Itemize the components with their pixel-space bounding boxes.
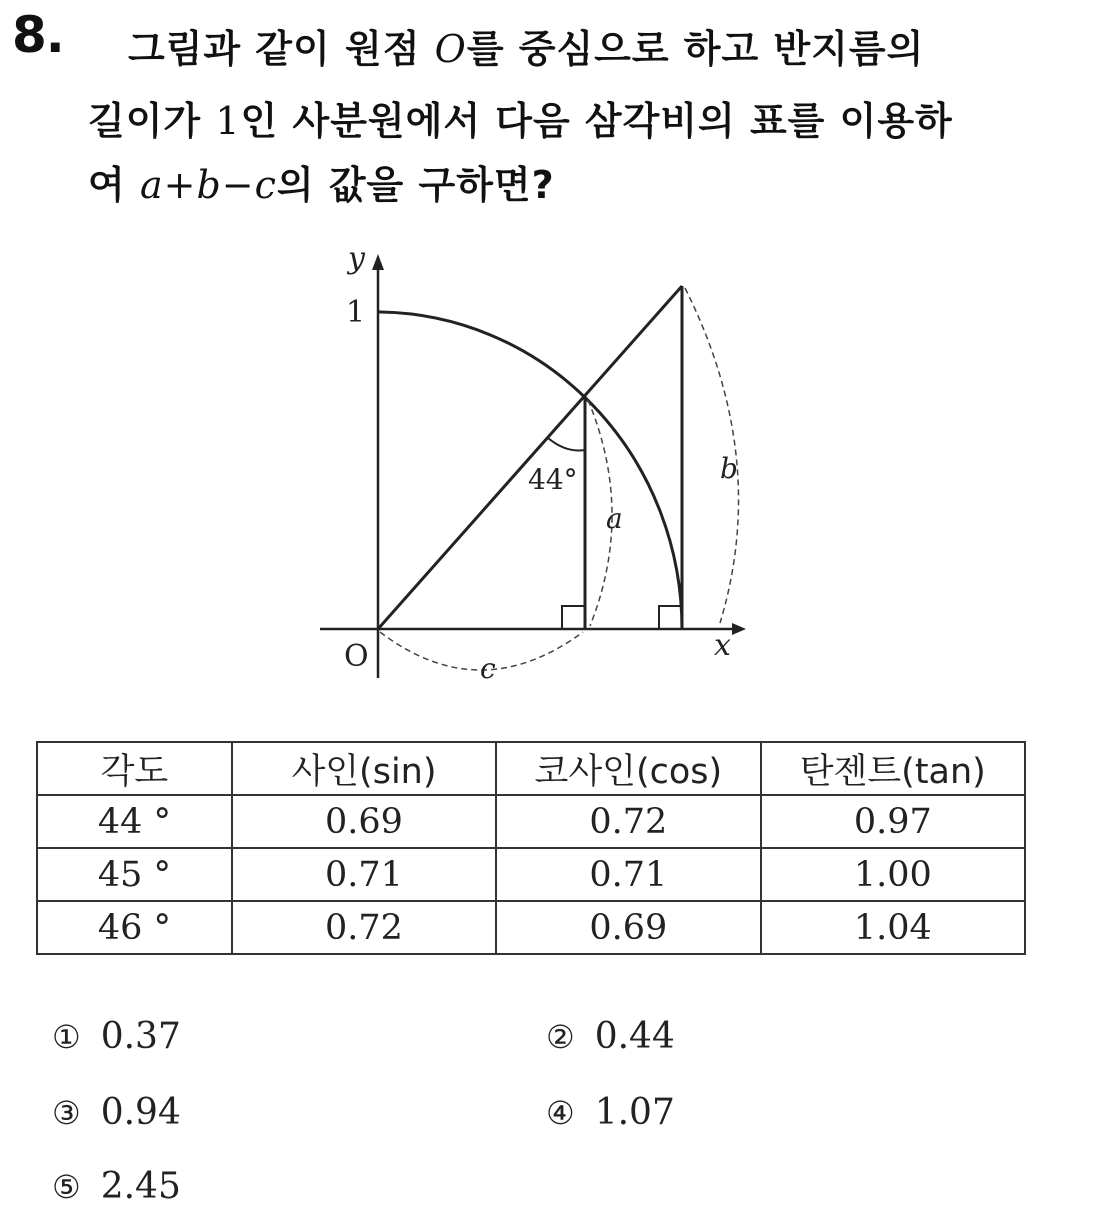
y-axis-arrow	[372, 254, 384, 270]
radius-extension-line	[378, 286, 682, 629]
cell: 0.69	[496, 901, 760, 954]
choice-number: ⑤	[52, 1168, 81, 1206]
right-angle-mark-2	[659, 606, 682, 629]
question-number: 8.	[12, 6, 64, 64]
origin-symbol: O	[434, 27, 467, 71]
choice-value: 0.44	[594, 1016, 675, 1057]
cell: 0.72	[496, 795, 760, 848]
choice-2[interactable]	[546, 1016, 675, 1057]
choice-4[interactable]	[546, 1092, 675, 1133]
question-text-3a: 여	[88, 163, 126, 207]
question-text-1a: 그림과 같이 원점	[128, 27, 421, 71]
cell: 0.69	[232, 795, 496, 848]
choice-number: ①	[52, 1018, 81, 1056]
table-header-row	[37, 742, 1025, 795]
choice-number: ②	[546, 1018, 575, 1056]
question-text-2b: 인 사분원에서 다음 삼각비의 표를 이용하	[240, 99, 953, 143]
cell: 1.04	[761, 901, 1025, 954]
choice-value: 1.07	[594, 1092, 675, 1133]
expression: a+b−c	[139, 163, 277, 207]
radius-value: 1	[215, 99, 241, 143]
choice-5[interactable]	[52, 1166, 181, 1207]
one-label: 1	[346, 295, 366, 330]
cell: 46 °	[37, 901, 232, 954]
question-line-1	[128, 18, 924, 73]
segment-b-label: b	[720, 452, 738, 485]
angle-arc	[548, 438, 585, 451]
choice-number: ④	[546, 1094, 575, 1132]
cell: 0.72	[232, 901, 496, 954]
choice-number: ③	[52, 1094, 81, 1132]
choice-value: 0.37	[100, 1016, 181, 1057]
header-angle: 각도	[37, 742, 232, 795]
choice-value: 2.45	[100, 1166, 181, 1207]
table-row	[37, 901, 1025, 954]
x-axis-arrow	[732, 623, 746, 635]
question-text-2a: 길이가	[88, 99, 202, 143]
origin-label: O	[344, 639, 369, 674]
header-cos: 코사인(cos)	[496, 742, 760, 795]
segment-c-label: c	[480, 652, 496, 685]
cell: 0.97	[761, 795, 1025, 848]
header-tan: 탄젠트(tan)	[761, 742, 1025, 795]
table-row	[37, 848, 1025, 901]
segment-a-label: a	[606, 502, 623, 535]
question-line-2	[88, 90, 953, 145]
cell: 1.00	[761, 848, 1025, 901]
x-axis-label: x	[714, 628, 731, 663]
quarter-circle-diagram	[300, 238, 780, 698]
cell: 44 °	[37, 795, 232, 848]
cell: 0.71	[496, 848, 760, 901]
question-text-3b: 의 값을 구하면?	[276, 163, 555, 207]
table-row	[37, 795, 1025, 848]
question-text-1b: 를 중심으로 하고 반지름의	[466, 27, 925, 71]
header-sin: 사인(sin)	[232, 742, 496, 795]
choice-value: 0.94	[100, 1092, 181, 1133]
trig-table	[36, 741, 1026, 955]
cell: 0.71	[232, 848, 496, 901]
choice-1[interactable]	[52, 1016, 181, 1057]
angle-label: 44°	[528, 463, 578, 496]
y-axis-label: y	[348, 241, 365, 276]
question-line-3	[88, 154, 555, 209]
right-angle-mark-1	[562, 606, 585, 629]
cell: 45 °	[37, 848, 232, 901]
choice-3[interactable]	[52, 1092, 181, 1133]
